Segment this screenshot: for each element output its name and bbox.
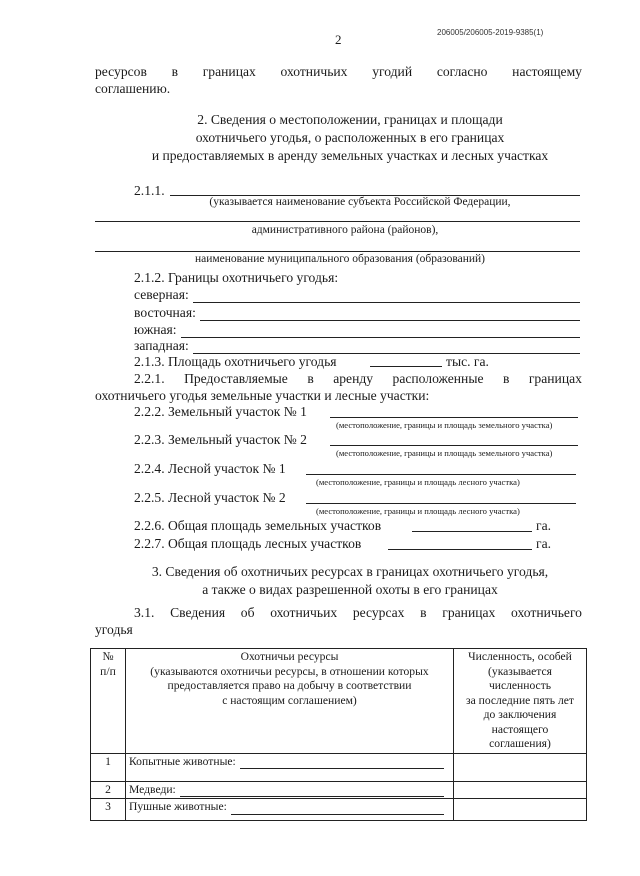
district-blank[interactable]	[95, 221, 580, 222]
caption-district: административного района (районов),	[251, 224, 439, 236]
row-resource-label: Медведи:	[129, 782, 176, 796]
municipal-blank[interactable]	[95, 251, 580, 252]
row-resource-label: Копытные животные:	[129, 754, 236, 768]
row-resource-blank[interactable]	[231, 803, 444, 815]
border-east-blank[interactable]	[200, 308, 580, 321]
item-2-2-6-unit: га.	[536, 518, 552, 533]
intro-line-2: соглашению.	[95, 81, 171, 96]
item-3-1-line-1: 3.1. Сведения об охотничьих ресурсах в границах охотничьего	[134, 605, 582, 620]
row-number: 1	[91, 753, 126, 781]
parcel-forest-2-blank[interactable]	[306, 503, 576, 504]
border-north-row	[134, 287, 580, 303]
table-row	[91, 753, 587, 781]
border-west-blank[interactable]	[193, 341, 580, 354]
parcel-land-1-caption: (местоположение, границы и площадь земельного участка)	[336, 420, 553, 430]
item-2-2-7-blank[interactable]	[388, 549, 532, 550]
row-resource-blank[interactable]	[240, 757, 444, 769]
parcel-forest-1-blank[interactable]	[306, 474, 576, 475]
border-west-label: западная:	[134, 338, 189, 353]
border-south-row	[134, 322, 580, 338]
section3-heading-line-2: а также о видах разрешенной охоты в его границах	[202, 582, 498, 597]
parcel-forest-1-caption: (местоположение, границы и площадь лесного участка)	[316, 477, 520, 487]
section2-heading-line-3: и предоставляемых в аренду земельных участках и лесных участках	[151, 148, 549, 163]
border-north-blank[interactable]	[193, 290, 580, 303]
header-num-cell: № п/п	[91, 649, 126, 754]
parcel-land-2-blank[interactable]	[330, 445, 578, 446]
row-count-cell[interactable]	[454, 753, 587, 781]
border-north-label: северная:	[134, 287, 189, 302]
row-count-cell[interactable]	[454, 799, 587, 821]
border-east-label: восточная:	[134, 305, 196, 320]
border-east-row	[134, 305, 580, 321]
item-2-1-1-label: 2.1.1.	[134, 183, 165, 198]
row-count-cell[interactable]	[454, 781, 587, 799]
row-resource-cell	[126, 799, 454, 821]
parcel-land-2-label: 2.2.3. Земельный участок № 2	[134, 432, 307, 447]
item-2-1-3-unit: тыс. га.	[446, 354, 489, 369]
caption-subject: (указывается наименование субъекта Российской Федерации,	[209, 196, 511, 208]
item-2-2-6-label: 2.2.6. Общая площадь земельных участков	[134, 518, 382, 533]
row-resource-label: Пушные животные:	[129, 800, 227, 813]
section3-heading-line-1: 3. Сведения об охотничьих ресурсах в границах охотничьего угодья,	[151, 564, 549, 579]
page-number: 2	[335, 32, 342, 47]
item-2-1-2: 2.1.2. Границы охотничьего угодья:	[134, 270, 339, 285]
row-number: 3	[91, 799, 126, 821]
row-resource-cell	[126, 753, 454, 781]
item-3-1-line-2: угодья	[95, 622, 133, 637]
parcel-forest-2-caption: (местоположение, границы и площадь лесного участка)	[316, 506, 520, 516]
item-2-1-3-label: 2.1.3. Площадь охотничьего угодья	[134, 354, 337, 369]
parcel-land-1-label: 2.2.2. Земельный участок № 1	[134, 404, 307, 419]
item-2-2-1-line-1: 2.2.1. Предоставляемые в аренду расположенные в границах	[134, 371, 582, 386]
table-header-row	[91, 649, 587, 754]
item-2-2-1-line-2: охотничьего угодья земельные участки и лесные участки:	[95, 388, 430, 403]
hunting-resources-table	[90, 648, 587, 821]
parcel-land-1-blank[interactable]	[330, 417, 578, 418]
table-row	[91, 781, 587, 799]
parcel-land-2-caption: (местоположение, границы и площадь земельного участка)	[336, 448, 553, 458]
item-2-2-6-blank[interactable]	[412, 531, 532, 532]
row-resource-cell	[126, 781, 454, 799]
border-south-blank[interactable]	[181, 325, 580, 338]
row-number: 2	[91, 781, 126, 799]
header-resources-cell: Охотничьи ресурсы (указываются охотничьи ресурсы, в отношении которых предоставляется право на добычу в соответствии с настоящим соглашением)	[126, 649, 454, 754]
header-count-cell: Численность, особей (указывается численность за последние пять лет до заключения настоящего соглашения)	[454, 649, 587, 754]
document-number: 206005/206005-2019-9385(1)	[437, 28, 544, 37]
item-2-2-7-unit: га.	[536, 536, 552, 551]
border-west-row	[134, 338, 580, 354]
section2-heading-line-2: охотничьего угодья, о расположенных в его границах	[195, 130, 505, 145]
item-2-2-7-label: 2.2.7. Общая площадь лесных участков	[134, 536, 362, 551]
parcel-forest-1-label: 2.2.4. Лесной участок № 1	[134, 461, 286, 476]
section2-heading-line-1: 2. Сведения о местоположении, границах и площади	[197, 112, 503, 127]
parcel-forest-2-label: 2.2.5. Лесной участок № 2	[134, 490, 286, 505]
table-row	[91, 799, 587, 821]
caption-municipal: наименование муниципального образования (образований)	[194, 253, 486, 265]
intro-line-1: ресурсов в границах охотничьих угодий согласно настоящему	[95, 64, 582, 79]
border-south-label: южная:	[134, 322, 177, 337]
item-2-1-3-blank[interactable]	[370, 366, 442, 367]
row-resource-blank[interactable]	[180, 785, 444, 797]
